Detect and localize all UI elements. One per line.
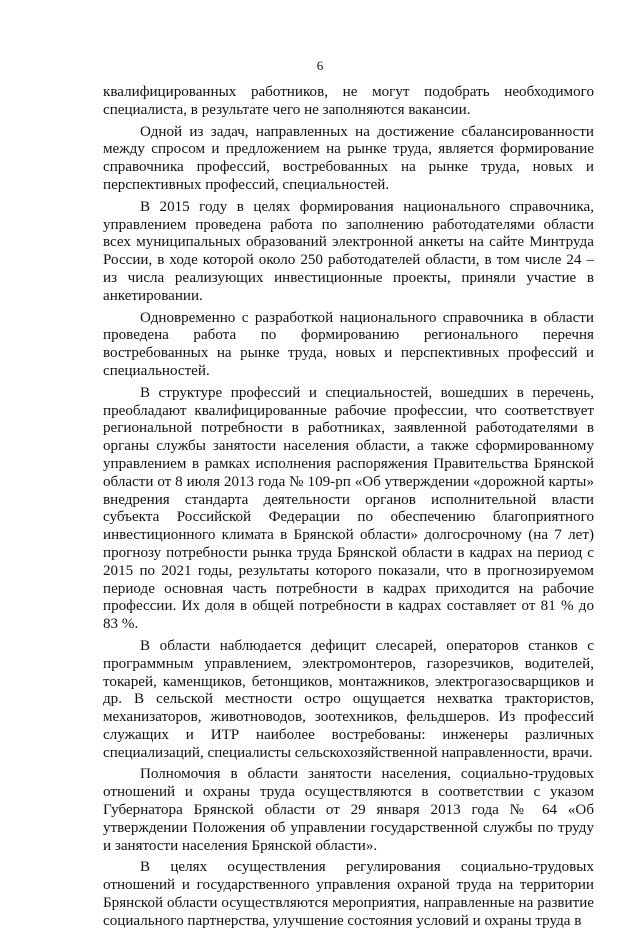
body-text [103, 84, 594, 931]
paragraph-6: В области наблюдается дефицит слесарей, операторов станков с программным управлением, электромонтеров, газорезчиков, водителей, токарей, каменщиков, бетонщиков, монтажников, электрогазосварщиков и др. В сельской местности остро ощущается нехватка трактористов, механизаторов, животноводов, зоотехников, фельдшеров. Из профессий служащих и ИТР наиболее востребованы: инженеры различных специализаций, специалисты сельскохозяйственной направленности, врачи. [103, 637, 594, 761]
paragraph-7: Полномочия в области занятости населения, социально-трудовых отношений и охраны труда осуществляются в соответствии с указом Губернатора Брянской области от 29 января 2013 года № 64 «Об утверждении Положения об управлении государственной службы по труду и занятости населения Брянской области». [103, 766, 594, 854]
paragraph-2: Одной из задач, направленных на достижение сбалансированности между спросом и предложением на рынке труда, является формирование справочника профессий, востребованных на рынке труда, новых и перспективных профессий, специальностей. [103, 123, 594, 193]
paragraph-5: В структуре профессий и специальностей, вошедших в перечень, преобладают квалифицированные рабочие профессии, что соответствует региональной потребности в работниках, заявленной работодателями в органы службы занятости населения области, а также сформированному управлением в рамках исполнения распоряжения Правительства Брянской области от 8 июля 2013 года № 109-рп «Об утверждении «дорожной карты» внедрения стандарта деятельности органов исполнительной власти субъекта Российской Федерации по обеспечению благоприятного инвестиционного климата в Брянской области» долгосрочному (на 7 лет) прогнозу потребности рынка труда Брянской области в кадрах на период с 2015 по 2021 годы, результаты которого показали, что в прогнозируемом периоде основная часть потребности в кадрах приходится на рабочие профессии. Их доля в общей потребности в кадрах составляет от 81 % до 83 %. [103, 384, 594, 633]
paragraph-1: квалифицированных работников, не могут подобрать необходимого специалиста, в результате чего не заполняются вакансии. [103, 84, 594, 118]
page-number: 6 [316, 58, 324, 73]
paragraph-3: В 2015 году в целях формирования национального справочника, управлением проведена работа по заполнению работодателями области всех муниципальных образований электронной анкеты на сайте Минтруда России, в ходе которой около 250 работодателей области, в том числе 24 – из числа реализующих инвестиционные проекты, приняли участие в анкетировании. [103, 198, 594, 304]
paragraph-4: Одновременно с разработкой национального справочника в области проведена работа по формированию регионального перечня востребованных на рынке труда, новых и перспективных профессий и специальностей. [103, 309, 594, 379]
paragraph-8: В целях осуществления регулирования социально-трудовых отношений и государственного управления охраной труда на территории Брянской области осуществляются мероприятия, направленные на развитие социального партнерства, улучшение состояния условий и охраны труда в [103, 859, 594, 929]
